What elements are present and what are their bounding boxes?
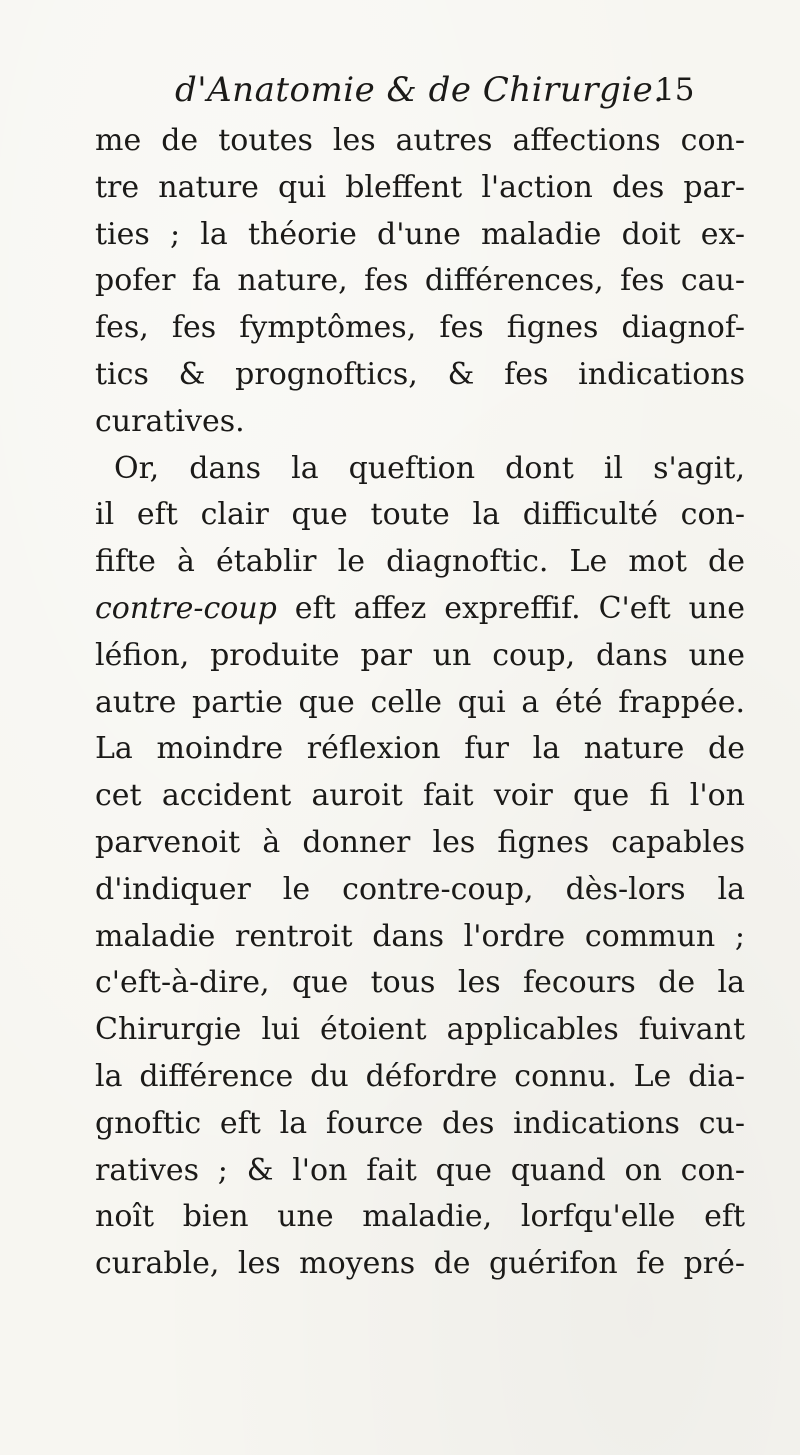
page-number: 15 — [655, 72, 695, 108]
text-line: curable, les moyens de guérifon fe pré- — [95, 1246, 745, 1282]
text-line: gnoftic eft la fource des indications cu- — [95, 1105, 745, 1141]
paragraph-end-line: curatives. — [95, 403, 245, 439]
text-line: tics & prognoftics, & fes indications — [95, 356, 745, 392]
text-line-with-italic-term — [95, 586, 745, 633]
italic-term: contre-coup — [95, 590, 277, 626]
text-line: ties ; la théorie d'une maladie doit ex- — [95, 216, 745, 252]
text-line: fifte à établir le diagnoftic. Le mot de — [95, 544, 745, 580]
text-line-rest: eft affez expreffif. C'eft une — [276, 590, 745, 626]
text-line: pofer fa nature, fes différences, fes cau- — [95, 263, 745, 299]
text-line: maladie rentroit dans l'ordre commun ; — [95, 918, 745, 954]
text-line: me de toutes les autres affections con- — [95, 123, 745, 158]
text-line: La moindre réflexion fur la nature de — [95, 731, 745, 767]
text-line: il eft clair que toute la difficulté con- — [95, 497, 745, 533]
text-line: d'indiquer le contre-coup, dès-lors la — [95, 871, 745, 907]
text-line: la différence du défordre connu. Le dia- — [95, 1058, 745, 1094]
text-line: c'eft-à-dire, que tous les fecours de la — [95, 965, 745, 1001]
text-line: cet accident auroit fait voir que fi l'on — [95, 778, 745, 814]
text-line: noît bien une maladie, lorfqu'elle eft — [95, 1199, 745, 1235]
text-line: parvenoit à donner les fignes capables — [95, 824, 745, 860]
running-head — [0, 62, 800, 112]
text-line: autre partie que celle qui a été frappée. — [95, 684, 745, 720]
text-line: fes, fes fymptômes, fes fignes diagnof- — [95, 310, 745, 346]
paragraph-start-line: Or, dans la queftion dont il s'agit, — [114, 450, 745, 486]
text-line: tre nature qui bleffent l'action des par- — [95, 169, 745, 205]
running-title: d'Anatomie & de Chirurgie. — [175, 70, 665, 110]
text-line: léfion, produite par un coup, dans une — [95, 637, 745, 673]
text-line: Chirurgie lui étoient applicables fuivant — [95, 1012, 745, 1048]
text-line: ratives ; & l'on fait que quand on con- — [95, 1152, 745, 1188]
body-text — [95, 118, 745, 1288]
